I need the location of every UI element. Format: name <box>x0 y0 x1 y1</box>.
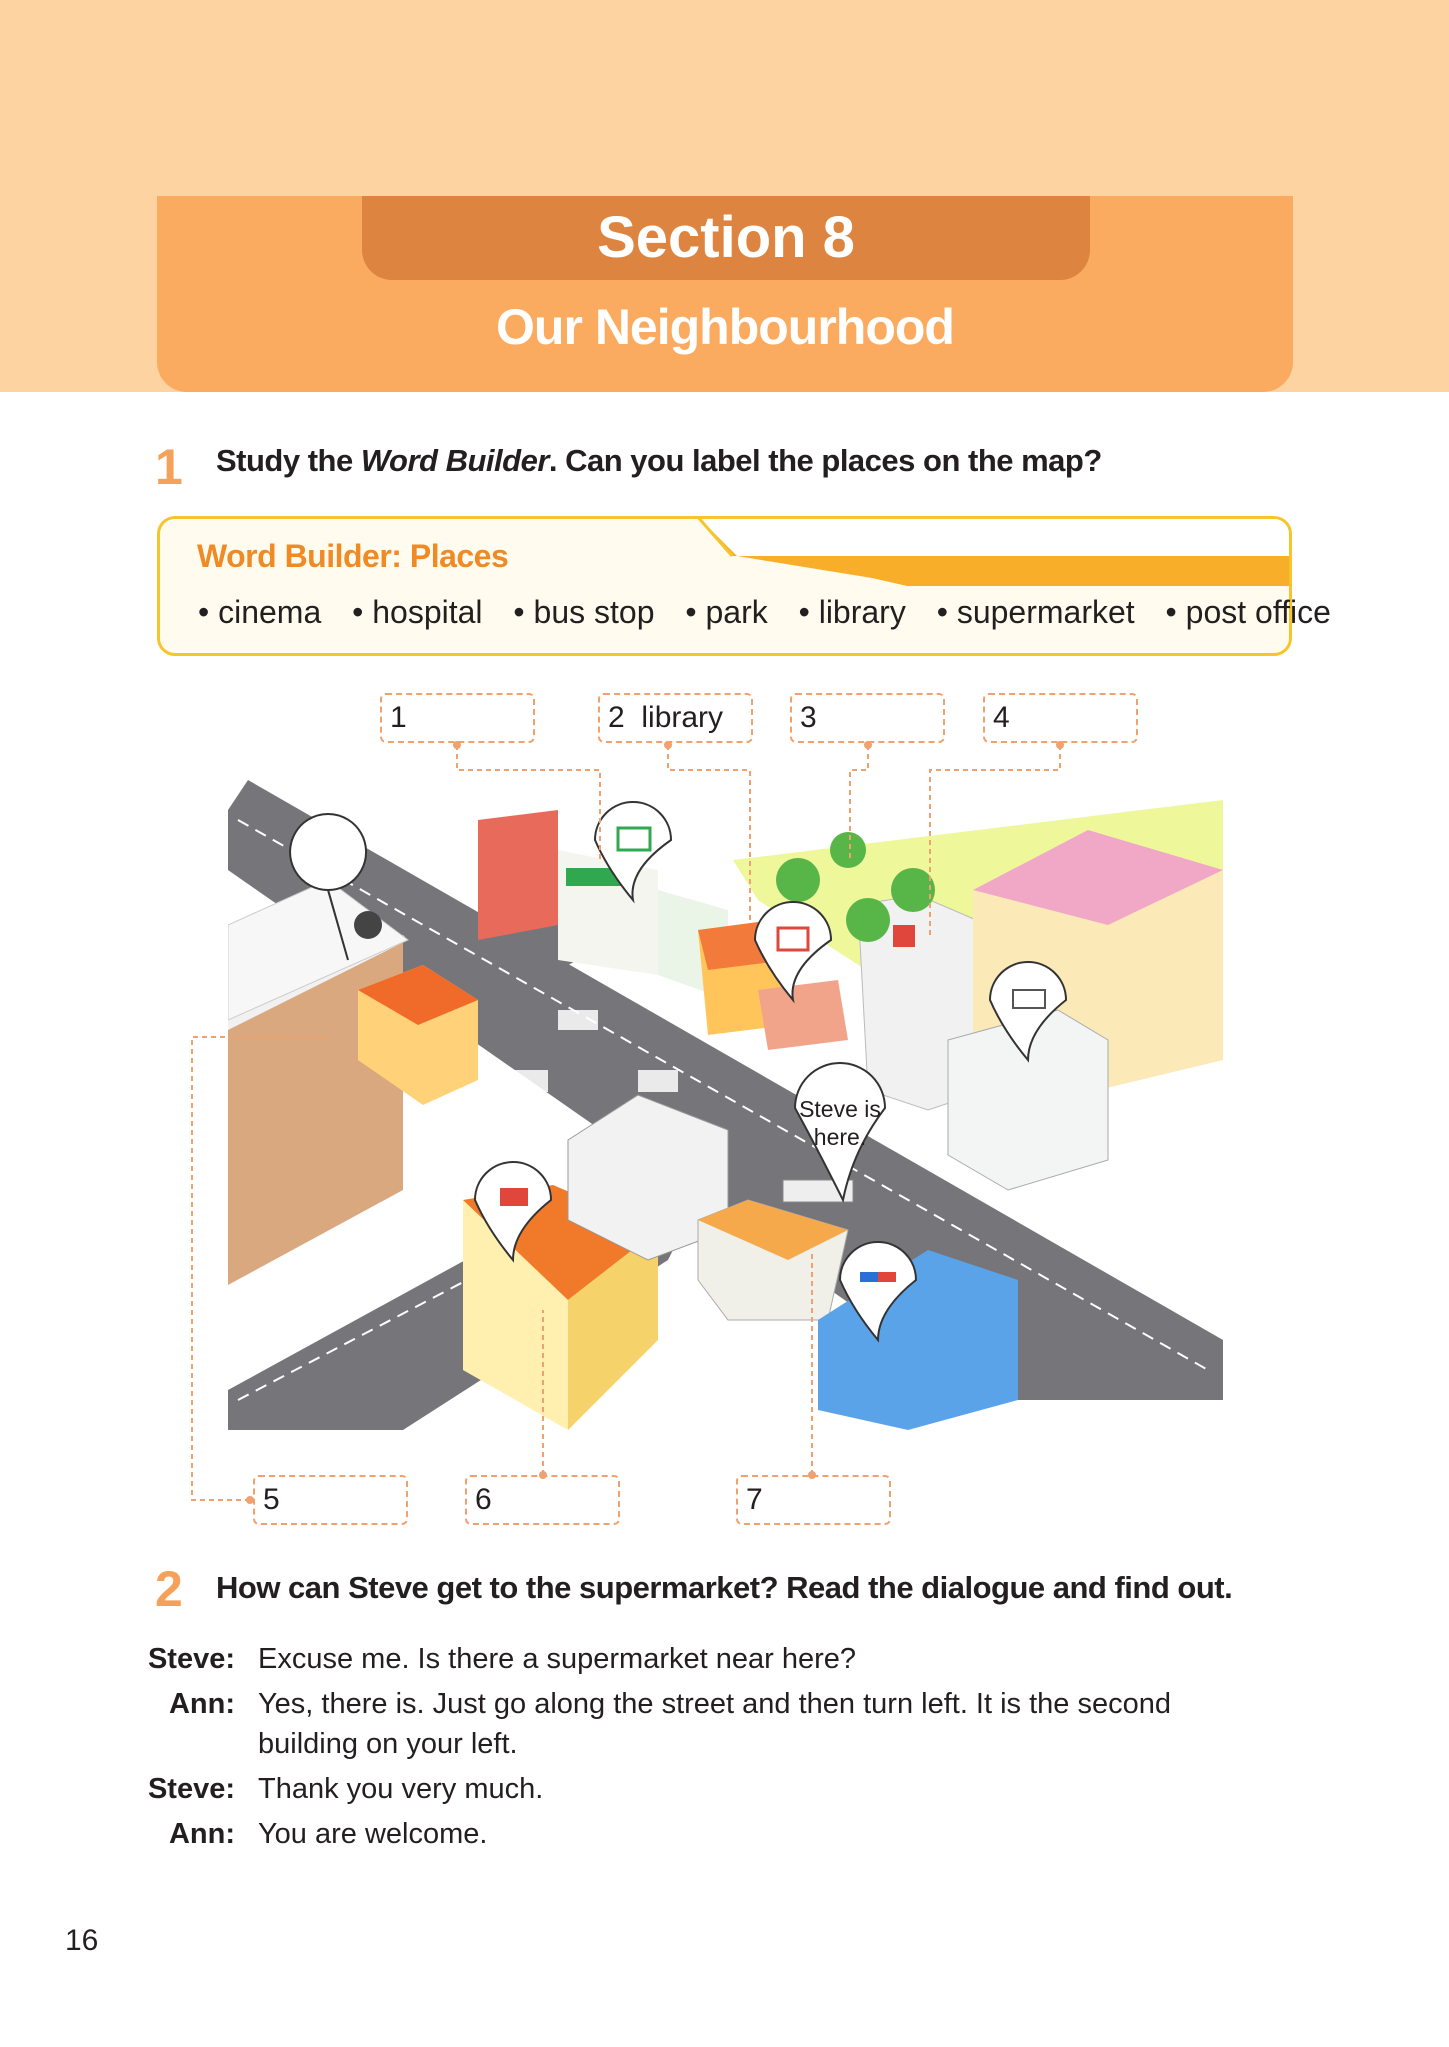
dialogue-speaker-2: Ann: <box>168 1688 235 1720</box>
map-label-5[interactable] <box>253 1475 408 1525</box>
cinema-icon <box>354 911 382 939</box>
map-label-1-number: 1 <box>390 701 407 734</box>
word-library: • library <box>798 594 906 630</box>
question-1-text-end: . Can you label the places on the map? <box>548 443 1102 478</box>
word-park: • park <box>685 594 768 630</box>
question-1-text-start: Study the <box>216 443 361 478</box>
map-label-3-number: 3 <box>800 701 817 734</box>
question-1-number: 1 <box>155 439 183 495</box>
map-label-5-number: 5 <box>263 1483 280 1516</box>
map-label-6[interactable] <box>465 1475 620 1525</box>
neighbourhood-map <box>228 760 1223 1430</box>
word-builder-title: Word Builder: Places <box>197 538 509 574</box>
word-builder-tab-stripe <box>157 516 1292 656</box>
word-builder-box <box>157 516 1292 656</box>
dialogue-line-2a: Yes, there is. Just go along the street and then turn left. It is the second <box>258 1688 1171 1720</box>
map-label-2-answer: library <box>641 701 724 734</box>
dialogue-speaker-1: Steve: <box>147 1643 235 1675</box>
map-label-6-number: 6 <box>475 1483 492 1516</box>
word-post-office: • post office <box>1165 594 1331 630</box>
page-number: 16 <box>65 1924 99 1957</box>
word-cinema: • cinema <box>198 594 322 630</box>
map-label-3[interactable] <box>790 693 945 743</box>
word-supermarket: • supermarket <box>936 594 1135 630</box>
word-bus-stop: • bus stop <box>513 594 655 630</box>
speech-bubble-line-2: here. <box>813 1124 867 1150</box>
dialogue-speaker-3: Steve: <box>147 1773 235 1805</box>
question-1-text <box>216 443 1102 479</box>
speech-bubble-line-1: Steve is <box>799 1096 881 1122</box>
shopping-cart-icon <box>500 1188 528 1206</box>
dialogue-line-2b: building on your left. <box>258 1728 518 1760</box>
word-builder-list <box>198 594 1353 631</box>
dialogue-line-4: You are welcome. <box>258 1818 488 1850</box>
map-label-1[interactable] <box>380 693 535 743</box>
section-subtitle: Our Neighbourhood <box>496 299 954 355</box>
tall-building <box>478 810 558 940</box>
map-label-7[interactable] <box>736 1475 891 1525</box>
question-2-text: How can Steve get to the supermarket? Read the dialogue and find out. <box>216 1570 1233 1605</box>
dialogue-line-3: Thank you very much. <box>258 1773 544 1805</box>
map-label-4-number: 4 <box>993 701 1010 734</box>
map-label-7-number: 7 <box>746 1483 763 1516</box>
map-label-2-number: 2 <box>608 701 625 734</box>
map-label-4[interactable] <box>983 693 1138 743</box>
question-2-number: 2 <box>155 1561 183 1617</box>
dialogue-line-1: Excuse me. Is there a supermarket near here? <box>258 1643 857 1675</box>
word-hospital: • hospital <box>352 594 483 630</box>
dialogue-speaker-4: Ann: <box>168 1818 235 1850</box>
section-title: Section 8 <box>597 205 855 270</box>
map-label-2[interactable] <box>598 693 753 743</box>
question-1-text-italic: Word Builder <box>360 443 549 478</box>
